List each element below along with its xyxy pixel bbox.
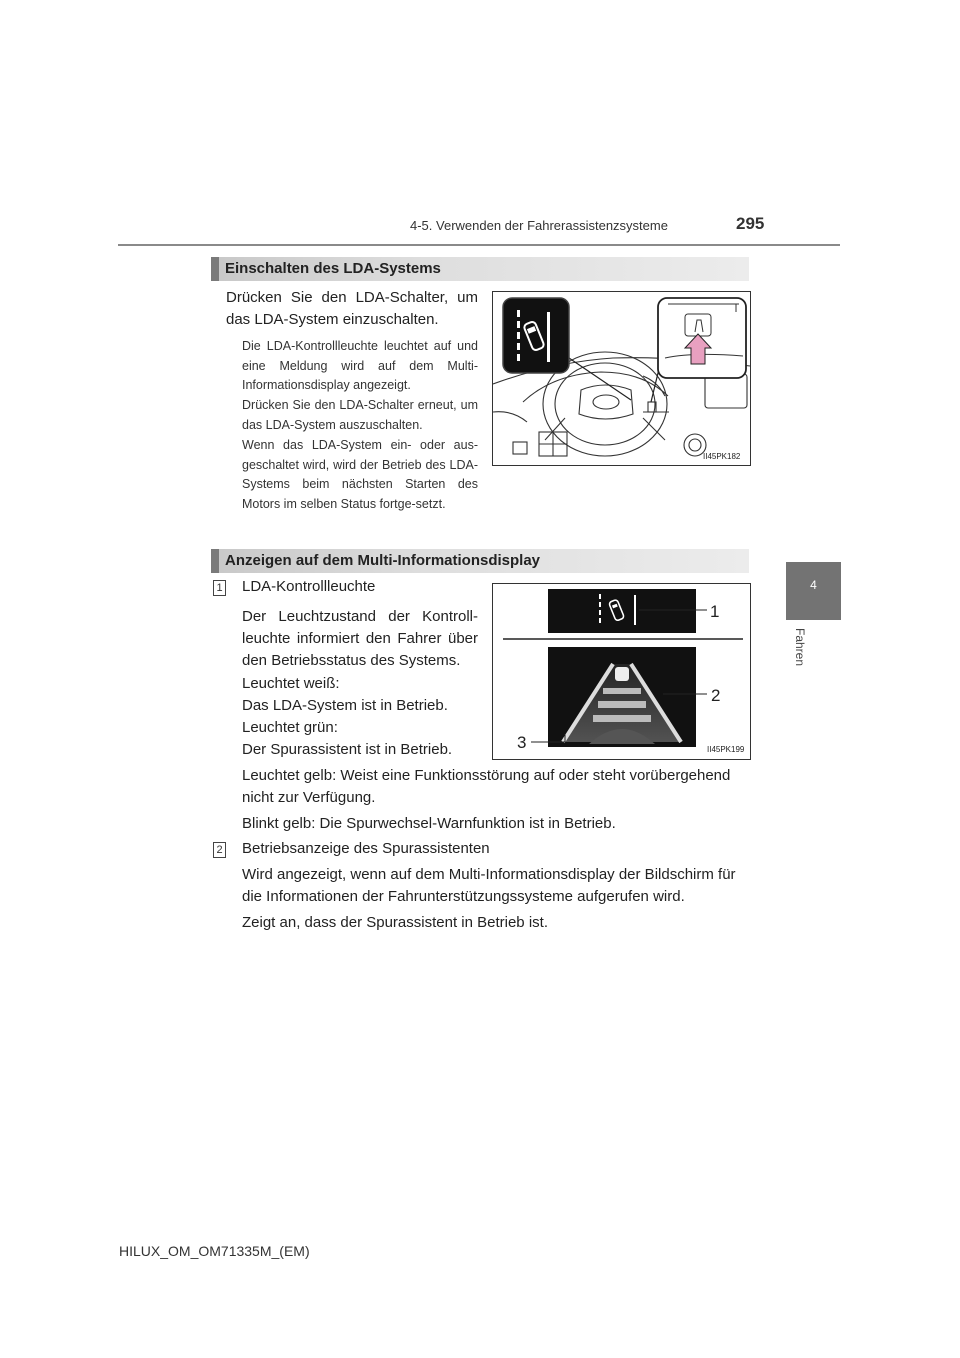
item-paragraph: nicht zur Verfügung. [242,789,376,806]
section-heading-bar [211,257,749,281]
item-label: Betriebsanzeige des Spurassistenten [242,840,490,857]
note-paragraph: Drücken Sie den LDA-Schalter erneut, um das LDA-System auszuschalten. [242,398,478,432]
section-heading-title: Einschalten des LDA-Systems [225,260,441,277]
note-paragraph: Die LDA-Kontrollleuchte leuchtet auf und eine Meldung wird auf dem Multi-Informationsdisplay angezeigt. [242,339,478,392]
item-paragraph: Leuchtet weiß: [242,675,340,692]
dashboard-figure [492,291,751,466]
item-paragraph: Wird angezeigt, wenn auf dem Multi-Informationsdisplay der Bildschirm für [242,866,736,883]
section-heading-title: Anzeigen auf dem Multi-Informationsdisplay [225,552,541,569]
item-number-badge: 1 [213,580,226,596]
chapter-tab-label-text: Fahren [793,628,807,667]
item-paragraph: Leuchtet grün: [242,719,338,736]
item-paragraph: Blinkt gelb: Die Spurwechsel-Warnfunktion ist in Betrieb. [242,815,616,832]
section-heading-bar [211,549,749,573]
item-paragraph: Leuchtet gelb: Weist eine Funktionsstörung auf oder steht vorübergehend [242,767,731,784]
callout-3: 3 [517,733,527,752]
item-paragraph: Der Leuchtzustand der Kontroll-leuchte informiert den Fahrer über den Betriebsstatus des Systems. [242,608,478,669]
item-paragraph: die Informationen der Fahrunterstützungssysteme aufgerufen wird. [242,888,685,905]
footer-doc-id: HILUX_OM_OM71335M_(EM) [119,1243,310,1259]
chapter-tab-label [793,628,807,676]
header-rule [118,244,840,246]
item-paragraph: Das LDA-System ist in Betrieb. [242,697,448,714]
figure-code: II45PK182 [703,452,741,461]
section-heading-accent [211,549,219,573]
item-paragraph: Der Spurassistent ist in Betrieb. [242,741,453,758]
item-label: LDA-Kontrollleuchte [242,578,376,595]
figure-code: II45PK199 [707,745,745,754]
item-paragraph: Zeigt an, dass der Spurassistent in Betrieb ist. [242,914,548,931]
display-figure [492,583,751,760]
display-illustration [493,584,750,759]
chapter-tab-number: 4 [810,578,817,592]
note-paragraph: Wenn das LDA-System ein- oder aus-geschaltet wird, wird der Betrieb des LDA-Systems beim nächsten Starten des Motors im selben Status fortge-setzt. [242,438,478,511]
section-heading-accent [211,257,219,281]
dashboard-illustration [493,292,750,465]
page-number: 295 [736,214,765,233]
header-section-title: 4-5. Verwenden der Fahrerassistenzsysteme [410,218,668,233]
callout-1: 1 [710,602,720,621]
instruction-paragraph: Drücken Sie den LDA-Schalter, um das LDA-System einzuschalten. [226,289,478,328]
callout-2: 2 [711,686,721,705]
item-number-badge: 2 [213,842,226,858]
